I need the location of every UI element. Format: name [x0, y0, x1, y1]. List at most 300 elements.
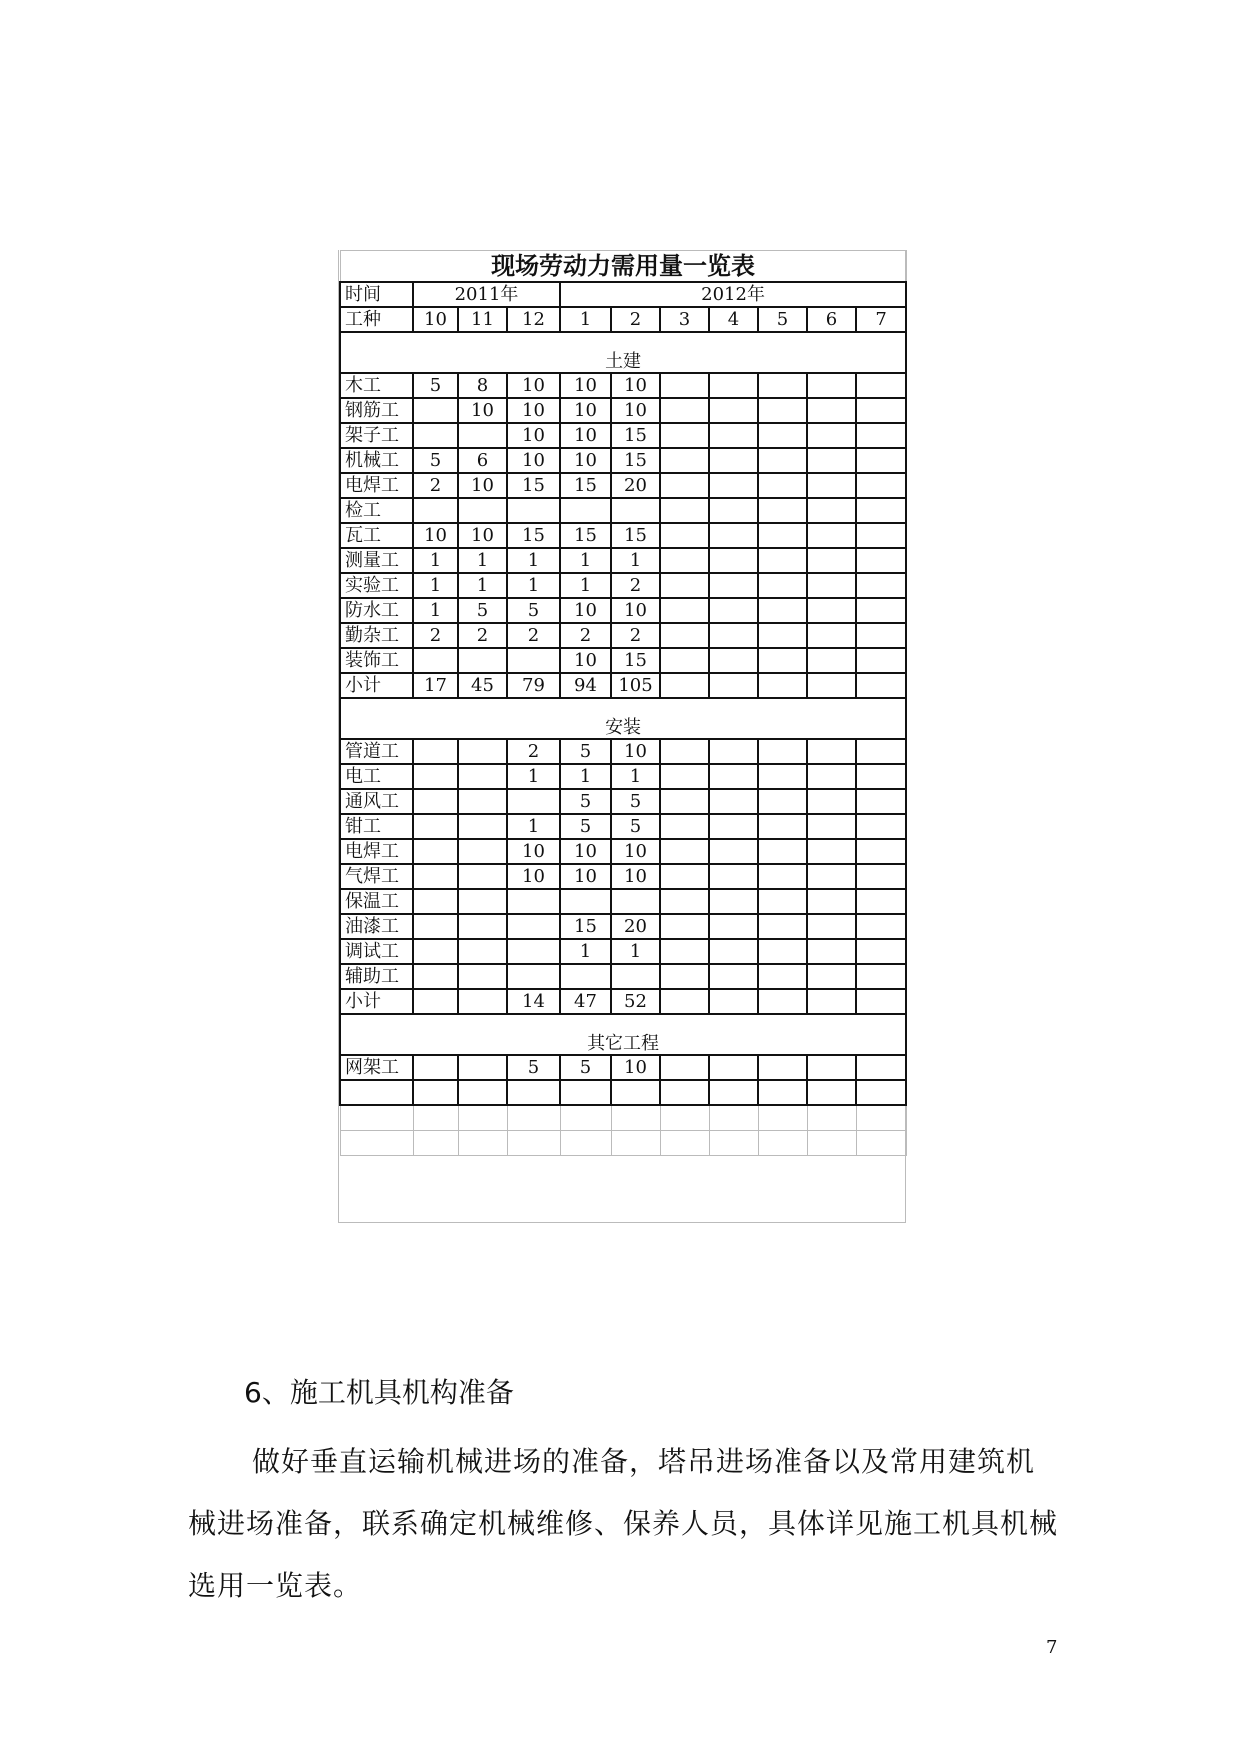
- table-title: 现场劳动力需用量一览表: [340, 251, 906, 283]
- labor-table-container: [338, 250, 906, 1223]
- empty-row: [340, 1105, 906, 1131]
- table-cell: [660, 673, 709, 698]
- table-cell: [413, 914, 458, 939]
- table-cell: 5: [560, 739, 611, 764]
- table-cell: [758, 373, 807, 398]
- table-cell: 1: [560, 573, 611, 598]
- table-cell: 1: [611, 939, 660, 964]
- table-cell: [856, 789, 906, 814]
- table-cell: [807, 623, 856, 648]
- table-cell: 2: [413, 623, 458, 648]
- table-cell: [856, 573, 906, 598]
- table-cell: [758, 739, 807, 764]
- table-cell: [660, 864, 709, 889]
- year-2011-header: 2011年: [413, 282, 560, 307]
- section-header: 土建: [340, 332, 906, 373]
- table-cell: [660, 739, 709, 764]
- month-header: 6: [807, 307, 856, 332]
- empty-cell: [507, 1131, 560, 1156]
- table-cell: [611, 889, 660, 914]
- empty-cell: [807, 1105, 856, 1131]
- table-cell: [458, 914, 507, 939]
- trade-name: 钢筋工: [340, 398, 413, 423]
- table-cell: 6: [458, 448, 507, 473]
- table-cell: [807, 648, 856, 673]
- table-cell: [413, 814, 458, 839]
- table-cell: 1: [560, 764, 611, 789]
- table-cell: [458, 814, 507, 839]
- table-cell: [758, 789, 807, 814]
- table-cell: [560, 964, 611, 989]
- table-cell: [758, 1055, 807, 1080]
- table-cell: 15: [611, 648, 660, 673]
- table-cell: [758, 673, 807, 698]
- table-cell: 10: [507, 448, 560, 473]
- table-cell: 1: [560, 939, 611, 964]
- body-paragraph: 做好垂直运输机械进场的准备，塔吊进场准备以及常用建筑机械进场准备，联系确定机械维修、保养人员，具体详见施工机具机械选用一览表。: [188, 1445, 1059, 1602]
- table-cell: [758, 989, 807, 1014]
- empty-cell: [458, 1131, 507, 1156]
- table-cell: 10: [560, 598, 611, 623]
- table-row: [340, 623, 906, 648]
- table-cell: [413, 864, 458, 889]
- table-cell: [807, 498, 856, 523]
- table-row: [340, 964, 906, 989]
- table-cell: [807, 789, 856, 814]
- trade-name: 电工: [340, 764, 413, 789]
- table-cell: [856, 914, 906, 939]
- trade-label: 工种: [340, 307, 413, 332]
- table-cell: [458, 839, 507, 864]
- table-cell: [709, 814, 758, 839]
- table-cell: [660, 373, 709, 398]
- table-cell: [807, 964, 856, 989]
- empty-cell: [709, 1131, 758, 1156]
- trade-name: 电焊工: [340, 473, 413, 498]
- table-cell: [458, 648, 507, 673]
- table-cell: [413, 1055, 458, 1080]
- table-cell: 1: [611, 548, 660, 573]
- table-cell: [807, 673, 856, 698]
- table-cell: 10: [458, 523, 507, 548]
- table-cell: 10: [458, 398, 507, 423]
- table-cell: [660, 398, 709, 423]
- table-cell: 1: [611, 764, 660, 789]
- table-cell: [758, 523, 807, 548]
- table-cell: [709, 939, 758, 964]
- table-cell: [709, 423, 758, 448]
- table-cell: [856, 473, 906, 498]
- table-cell: [856, 373, 906, 398]
- table-cell: [709, 889, 758, 914]
- table-cell: [856, 398, 906, 423]
- table-cell: [660, 989, 709, 1014]
- table-row: [340, 648, 906, 673]
- section-header: 其它工程: [340, 1014, 906, 1055]
- empty-cell: [413, 1105, 458, 1131]
- trade-name: 小计: [340, 673, 413, 698]
- empty-cell: [507, 1080, 560, 1105]
- table-cell: 1: [507, 548, 560, 573]
- month-header: 4: [709, 307, 758, 332]
- table-cell: [560, 498, 611, 523]
- table-cell: [856, 448, 906, 473]
- table-cell: 15: [560, 523, 611, 548]
- table-cell: 20: [611, 473, 660, 498]
- table-row: [340, 673, 906, 698]
- table-cell: 10: [611, 1055, 660, 1080]
- table-cell: 15: [507, 473, 560, 498]
- table-cell: [660, 1055, 709, 1080]
- table-cell: [807, 373, 856, 398]
- table-cell: [709, 839, 758, 864]
- table-cell: 10: [560, 448, 611, 473]
- table-row: [340, 939, 906, 964]
- table-cell: 10: [413, 523, 458, 548]
- table-cell: 10: [560, 839, 611, 864]
- trade-name: 钳工: [340, 814, 413, 839]
- table-cell: [807, 814, 856, 839]
- table-cell: [807, 448, 856, 473]
- table-cell: 5: [507, 1055, 560, 1080]
- table-cell: [807, 598, 856, 623]
- table-cell: [856, 989, 906, 1014]
- table-cell: [709, 864, 758, 889]
- table-cell: 2: [560, 623, 611, 648]
- table-cell: 105: [611, 673, 660, 698]
- empty-cell: [340, 1105, 413, 1131]
- table-cell: [660, 623, 709, 648]
- table-cell: [807, 764, 856, 789]
- table-cell: [458, 964, 507, 989]
- table-cell: [856, 739, 906, 764]
- table-cell: [758, 398, 807, 423]
- empty-row: [340, 1131, 906, 1156]
- table-cell: [856, 648, 906, 673]
- table-cell: 2: [458, 623, 507, 648]
- table-cell: [856, 764, 906, 789]
- table-cell: 1: [560, 548, 611, 573]
- table-cell: [413, 498, 458, 523]
- table-cell: 15: [560, 473, 611, 498]
- table-cell: [758, 573, 807, 598]
- table-cell: 5: [458, 598, 507, 623]
- trade-name: 装饰工: [340, 648, 413, 673]
- month-header: 11: [458, 307, 507, 332]
- trade-name: 实验工: [340, 573, 413, 598]
- table-cell: [458, 1055, 507, 1080]
- table-cell: [709, 548, 758, 573]
- empty-cell: [807, 1131, 856, 1156]
- table-cell: [758, 839, 807, 864]
- table-cell: [660, 889, 709, 914]
- table-cell: [758, 598, 807, 623]
- table-cell: [458, 498, 507, 523]
- table-cell: [660, 839, 709, 864]
- table-cell: [660, 498, 709, 523]
- table-cell: 79: [507, 673, 560, 698]
- table-cell: [507, 889, 560, 914]
- table-cell: [709, 1055, 758, 1080]
- empty-cell: [458, 1105, 507, 1131]
- table-cell: 47: [560, 989, 611, 1014]
- table-cell: [709, 673, 758, 698]
- table-cell: [660, 764, 709, 789]
- table-cell: [458, 423, 507, 448]
- table-row: [340, 598, 906, 623]
- month-header: 1: [560, 307, 611, 332]
- table-cell: [413, 739, 458, 764]
- table-cell: [709, 373, 758, 398]
- table-cell: 1: [507, 573, 560, 598]
- table-cell: [413, 789, 458, 814]
- table-cell: [709, 498, 758, 523]
- table-cell: [709, 398, 758, 423]
- table-row: [340, 423, 906, 448]
- table-cell: [807, 548, 856, 573]
- trade-name: 瓦工: [340, 523, 413, 548]
- table-cell: [660, 448, 709, 473]
- table-cell: 1: [458, 548, 507, 573]
- table-cell: 2: [507, 623, 560, 648]
- table-row: [340, 814, 906, 839]
- table-cell: [856, 523, 906, 548]
- table-cell: [856, 814, 906, 839]
- table-cell: [507, 939, 560, 964]
- table-cell: [807, 523, 856, 548]
- table-cell: [758, 764, 807, 789]
- trade-name: 检工: [340, 498, 413, 523]
- trade-name: 气焊工: [340, 864, 413, 889]
- table-cell: [758, 448, 807, 473]
- table-cell: [458, 989, 507, 1014]
- section-header: 安装: [340, 698, 906, 739]
- empty-cell: [413, 1131, 458, 1156]
- trade-name: 小计: [340, 989, 413, 1014]
- section-heading: 6、施工机具机构准备: [244, 1376, 514, 1409]
- table-cell: [709, 573, 758, 598]
- trade-name: 油漆工: [340, 914, 413, 939]
- table-cell: [709, 739, 758, 764]
- table-cell: [458, 939, 507, 964]
- empty-cell: [709, 1080, 758, 1105]
- table-row: [340, 864, 906, 889]
- table-cell: 10: [560, 864, 611, 889]
- empty-cell: [507, 1105, 560, 1131]
- table-cell: 10: [611, 864, 660, 889]
- table-cell: 5: [507, 598, 560, 623]
- empty-cell: [856, 1131, 906, 1156]
- table-cell: [807, 398, 856, 423]
- table-cell: [709, 989, 758, 1014]
- empty-cell: [340, 1131, 413, 1156]
- table-cell: 10: [507, 423, 560, 448]
- month-header: 5: [758, 307, 807, 332]
- empty-cell: [458, 1080, 507, 1105]
- table-cell: [507, 914, 560, 939]
- table-cell: [709, 523, 758, 548]
- table-cell: [458, 789, 507, 814]
- table-cell: [856, 673, 906, 698]
- table-row: [340, 498, 906, 523]
- table-cell: [758, 939, 807, 964]
- table-cell: 2: [507, 739, 560, 764]
- table-cell: 10: [507, 839, 560, 864]
- table-cell: [807, 739, 856, 764]
- table-cell: [758, 914, 807, 939]
- table-cell: [709, 598, 758, 623]
- table-cell: 45: [458, 673, 507, 698]
- table-cell: [758, 814, 807, 839]
- table-row: [340, 839, 906, 864]
- table-cell: 1: [507, 814, 560, 839]
- year-2012-header: 2012年: [560, 282, 906, 307]
- table-cell: [709, 648, 758, 673]
- table-cell: [660, 789, 709, 814]
- table-row: [340, 989, 906, 1014]
- table-cell: [856, 839, 906, 864]
- table-row: [340, 373, 906, 398]
- empty-cell: [660, 1105, 709, 1131]
- table-cell: 10: [458, 473, 507, 498]
- table-cell: [856, 498, 906, 523]
- table-cell: 10: [611, 739, 660, 764]
- table-cell: 2: [611, 623, 660, 648]
- trade-name: 电焊工: [340, 839, 413, 864]
- table-cell: 2: [413, 473, 458, 498]
- trade-name: 辅助工: [340, 964, 413, 989]
- table-cell: [758, 964, 807, 989]
- month-header: 10: [413, 307, 458, 332]
- table-cell: 5: [413, 448, 458, 473]
- empty-cell: [611, 1105, 660, 1131]
- empty-cell: [340, 1080, 413, 1105]
- table-cell: [660, 914, 709, 939]
- table-cell: 94: [560, 673, 611, 698]
- table-cell: [413, 964, 458, 989]
- table-row: [340, 548, 906, 573]
- table-cell: 8: [458, 373, 507, 398]
- table-cell: [660, 523, 709, 548]
- table-cell: [856, 864, 906, 889]
- table-cell: [413, 648, 458, 673]
- table-cell: [758, 648, 807, 673]
- empty-cell: [660, 1080, 709, 1105]
- table-cell: 10: [507, 398, 560, 423]
- table-cell: [507, 789, 560, 814]
- table-row: [340, 764, 906, 789]
- trade-name: 测量工: [340, 548, 413, 573]
- trade-name: 通风工: [340, 789, 413, 814]
- table-cell: 10: [507, 864, 560, 889]
- table-cell: [660, 648, 709, 673]
- table-cell: [413, 423, 458, 448]
- table-cell: [660, 964, 709, 989]
- table-cell: 5: [611, 814, 660, 839]
- table-cell: [660, 939, 709, 964]
- table-row: [340, 889, 906, 914]
- table-cell: [807, 864, 856, 889]
- table-cell: [807, 423, 856, 448]
- table-cell: [413, 398, 458, 423]
- empty-cell: [611, 1080, 660, 1105]
- empty-cell: [856, 1105, 906, 1131]
- labor-demand-table: [339, 250, 907, 1156]
- table-cell: 10: [560, 648, 611, 673]
- empty-cell: [560, 1131, 611, 1156]
- table-cell: [560, 889, 611, 914]
- table-cell: 52: [611, 989, 660, 1014]
- table-cell: 20: [611, 914, 660, 939]
- table-cell: [856, 964, 906, 989]
- table-cell: 15: [611, 448, 660, 473]
- table-cell: [709, 789, 758, 814]
- month-header: 2: [611, 307, 660, 332]
- empty-cell: [758, 1131, 807, 1156]
- table-cell: [758, 498, 807, 523]
- table-cell: [807, 1055, 856, 1080]
- empty-cell: [758, 1080, 807, 1105]
- table-cell: 14: [507, 989, 560, 1014]
- trade-name: 机械工: [340, 448, 413, 473]
- empty-cell: [413, 1080, 458, 1105]
- table-cell: 15: [611, 423, 660, 448]
- table-cell: [611, 498, 660, 523]
- trade-name: 架子工: [340, 423, 413, 448]
- table-cell: [507, 498, 560, 523]
- month-header: 3: [660, 307, 709, 332]
- table-cell: 5: [560, 789, 611, 814]
- table-cell: 1: [413, 548, 458, 573]
- trade-name: 调试工: [340, 939, 413, 964]
- table-cell: 10: [611, 598, 660, 623]
- table-cell: [807, 939, 856, 964]
- empty-cell: [560, 1080, 611, 1105]
- table-cell: [856, 598, 906, 623]
- table-cell: [807, 889, 856, 914]
- table-cell: [413, 764, 458, 789]
- table-cell: [758, 864, 807, 889]
- table-cell: [807, 839, 856, 864]
- table-cell: [413, 989, 458, 1014]
- table-cell: 5: [611, 789, 660, 814]
- table-cell: 10: [560, 398, 611, 423]
- table-cell: 10: [560, 373, 611, 398]
- table-row: [340, 573, 906, 598]
- table-cell: [856, 423, 906, 448]
- empty-cell: [560, 1105, 611, 1131]
- table-cell: [807, 989, 856, 1014]
- trade-name: 防水工: [340, 598, 413, 623]
- table-cell: [709, 623, 758, 648]
- table-cell: [807, 914, 856, 939]
- table-cell: 17: [413, 673, 458, 698]
- table-cell: [807, 573, 856, 598]
- table-cell: [458, 739, 507, 764]
- table-row: [340, 523, 906, 548]
- table-cell: [758, 889, 807, 914]
- table-cell: [709, 448, 758, 473]
- empty-cell: [709, 1105, 758, 1131]
- table-cell: [758, 423, 807, 448]
- table-cell: [507, 648, 560, 673]
- table-cell: [856, 623, 906, 648]
- table-cell: [758, 473, 807, 498]
- trade-name: 网架工: [340, 1055, 413, 1080]
- table-cell: 10: [611, 373, 660, 398]
- trade-name: 管道工: [340, 739, 413, 764]
- table-cell: 1: [507, 764, 560, 789]
